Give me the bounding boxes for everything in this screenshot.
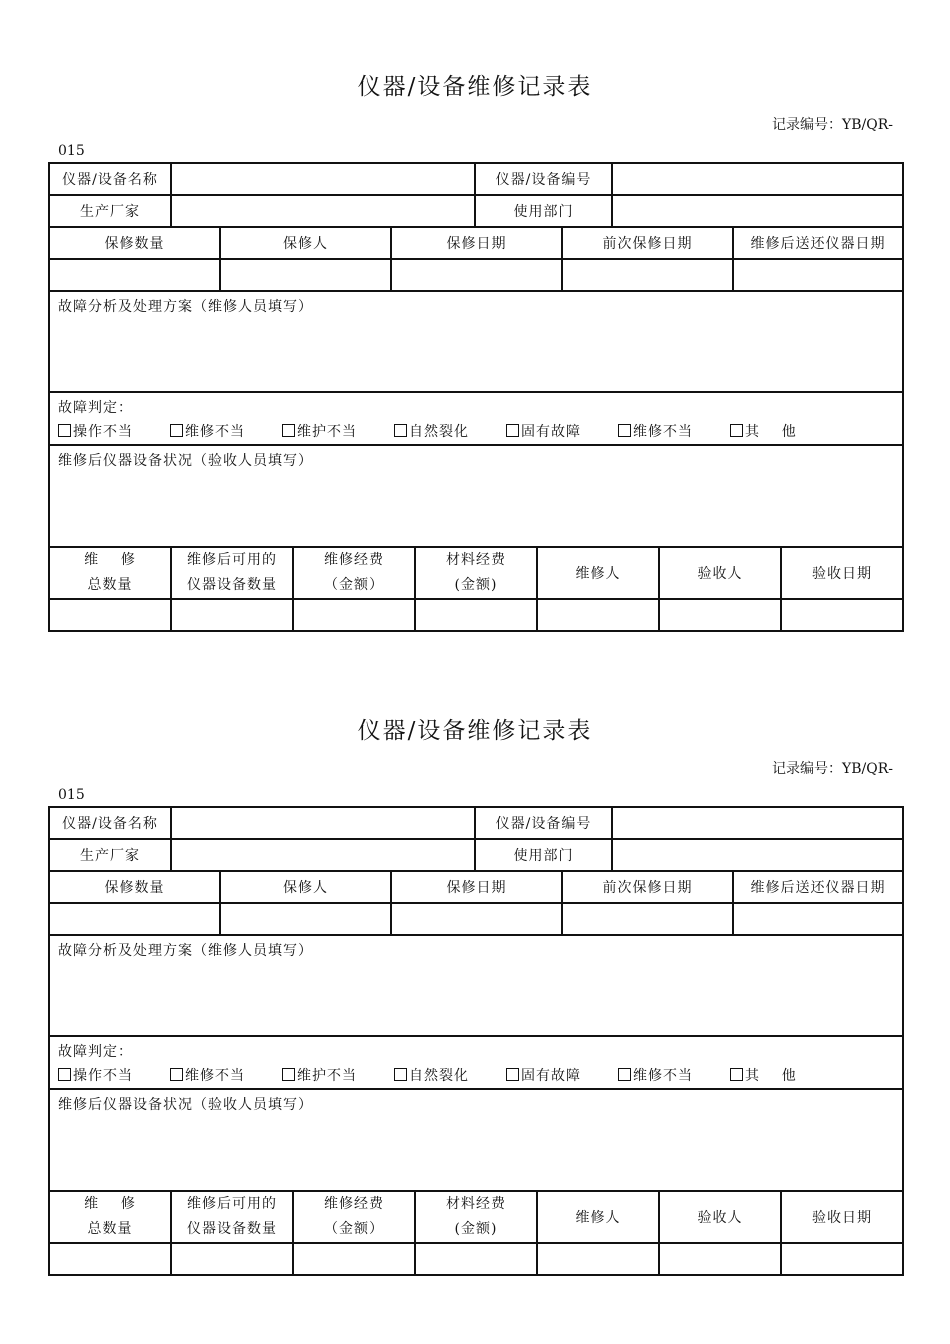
fault-option-checkbox[interactable] — [618, 1064, 730, 1088]
warranty-person-field[interactable] — [220, 259, 391, 291]
acceptance-date-header: 验收日期 — [781, 1191, 903, 1243]
previous-warranty-date-header: 前次保修日期 — [562, 871, 733, 903]
material-cost-line2: (金额) — [454, 577, 498, 593]
material-cost-field[interactable] — [415, 599, 537, 631]
warranty-date-header: 保修日期 — [391, 871, 562, 903]
total-repair-qty-line2: 总数量 — [87, 1221, 133, 1237]
fault-judgement-options — [58, 1064, 894, 1088]
total-repair-qty-field[interactable] — [49, 599, 171, 631]
equipment-code-label: 仪器/设备编号 — [475, 163, 612, 195]
warranty-table — [48, 870, 904, 936]
fault-option-checkbox[interactable] — [282, 1064, 394, 1088]
warranty-qty-field[interactable] — [49, 903, 220, 935]
fault-option-checkbox[interactable] — [282, 420, 394, 444]
equipment-name-label: 仪器/设备名称 — [49, 807, 171, 839]
acceptor-field[interactable] — [659, 599, 781, 631]
previous-warranty-date-header: 前次保修日期 — [562, 227, 733, 259]
total-repair-qty-line2: 总数量 — [87, 577, 133, 593]
user-department-field[interactable] — [612, 195, 903, 227]
equipment-name-field[interactable] — [171, 163, 475, 195]
warranty-person-header: 保修人 — [220, 871, 391, 903]
previous-warranty-date-field[interactable] — [562, 259, 733, 291]
acceptor-field[interactable] — [659, 1243, 781, 1275]
usable-qty-header — [171, 1191, 293, 1243]
total-repair-qty-header — [49, 547, 171, 599]
repairer-field[interactable] — [537, 1243, 659, 1275]
fault-option-checkbox[interactable] — [394, 1064, 506, 1088]
repairer-header: 维修人 — [537, 1191, 659, 1243]
previous-warranty-date-field[interactable] — [562, 903, 733, 935]
warranty-date-field[interactable] — [391, 259, 562, 291]
acceptor-header: 验收人 — [659, 547, 781, 599]
equipment-info-table — [48, 162, 904, 228]
user-department-field[interactable] — [612, 839, 903, 871]
material-cost-header — [415, 1191, 537, 1243]
warranty-qty-header: 保修数量 — [49, 871, 220, 903]
repair-cost-line1: 维修经费 — [324, 552, 384, 568]
fault-option-label: 维护不当 — [297, 1068, 357, 1084]
checkbox-icon[interactable] — [170, 424, 183, 437]
user-department-label: 使用部门 — [475, 839, 612, 871]
acceptance-date-field[interactable] — [781, 1243, 903, 1275]
checkbox-icon[interactable] — [58, 1068, 71, 1081]
fault-option-label: 维修不当 — [185, 424, 245, 440]
fault-option-checkbox[interactable] — [730, 420, 842, 444]
repair-cost-line2: （金额） — [324, 1221, 384, 1237]
warranty-date-header: 保修日期 — [391, 227, 562, 259]
fault-option-label: 操作不当 — [73, 424, 133, 440]
checkbox-icon[interactable] — [730, 1068, 743, 1081]
fault-sections-table — [48, 934, 904, 1192]
fault-judgement-label: 故障判定： — [58, 400, 133, 416]
usable-qty-line1: 维修后可用的 — [187, 552, 277, 568]
fault-sections-table — [48, 290, 904, 548]
repair-cost-field[interactable] — [293, 1243, 415, 1275]
checkbox-icon[interactable] — [618, 1068, 631, 1081]
after-repair-status-area[interactable] — [49, 1089, 903, 1191]
fault-option-checkbox[interactable] — [618, 420, 730, 444]
usable-qty-header — [171, 547, 293, 599]
material-cost-header — [415, 547, 537, 599]
fault-option-checkbox[interactable] — [58, 420, 170, 444]
repairer-field[interactable] — [537, 599, 659, 631]
acceptor-header: 验收人 — [659, 1191, 781, 1243]
warranty-qty-field[interactable] — [49, 259, 220, 291]
checkbox-icon[interactable] — [730, 424, 743, 437]
after-repair-status-area[interactable] — [49, 445, 903, 547]
equipment-name-label: 仪器/设备名称 — [49, 163, 171, 195]
record-number-suffix: 015 — [58, 143, 85, 159]
return-date-header: 维修后送还仪器日期 — [733, 227, 903, 259]
fault-option-label: 维修不当 — [185, 1068, 245, 1084]
return-date-field[interactable] — [733, 259, 903, 291]
fault-analysis-area[interactable] — [49, 935, 903, 1036]
warranty-table — [48, 226, 904, 292]
repair-cost-line1: 维修经费 — [324, 1196, 384, 1212]
fault-option-label: 其 他 — [745, 1068, 797, 1084]
manufacturer-label: 生产厂家 — [49, 839, 171, 871]
equipment-code-label: 仪器/设备编号 — [475, 807, 612, 839]
after-repair-status-label: 维修后仪器设备状况（验收人员填写） — [58, 453, 313, 469]
checkbox-icon[interactable] — [394, 424, 407, 437]
fault-judgement-area — [49, 1036, 903, 1089]
user-department-label: 使用部门 — [475, 195, 612, 227]
usable-qty-line2: 仪器设备数量 — [187, 577, 277, 593]
total-repair-qty-header — [49, 1191, 171, 1243]
return-date-header: 维修后送还仪器日期 — [733, 871, 903, 903]
acceptance-table — [48, 1190, 904, 1276]
fault-analysis-label: 故障分析及处理方案（维修人员填写） — [58, 943, 313, 959]
checkbox-icon[interactable] — [618, 424, 631, 437]
fault-option-label: 其 他 — [745, 424, 797, 440]
total-repair-qty-field[interactable] — [49, 1243, 171, 1275]
form-title: 仪器/设备维修记录表 — [357, 74, 593, 100]
fault-judgement-label: 故障判定： — [58, 1044, 133, 1060]
usable-qty-line2: 仪器设备数量 — [187, 1221, 277, 1237]
fault-option-label: 固有故障 — [521, 424, 581, 440]
record-number-label: 记录编号：YB/QR- — [772, 117, 893, 133]
fault-option-checkbox[interactable] — [506, 420, 618, 444]
fault-option-checkbox[interactable] — [506, 1064, 618, 1088]
form-title: 仪器/设备维修记录表 — [357, 718, 593, 744]
equipment-code-field[interactable] — [612, 163, 903, 195]
fault-option-checkbox[interactable] — [730, 1064, 842, 1088]
repair-cost-header — [293, 1191, 415, 1243]
total-repair-qty-line1: 维 修 — [84, 552, 136, 568]
fault-option-label: 自然裂化 — [409, 424, 469, 440]
warranty-date-field[interactable] — [391, 903, 562, 935]
warranty-person-field[interactable] — [220, 903, 391, 935]
checkbox-icon[interactable] — [394, 1068, 407, 1081]
checkbox-icon[interactable] — [58, 424, 71, 437]
material-cost-line1: 材料经费 — [446, 552, 506, 568]
repair-cost-line2: （金额） — [324, 577, 384, 593]
material-cost-line1: 材料经费 — [446, 1196, 506, 1212]
manufacturer-field[interactable] — [171, 839, 475, 871]
repair-cost-header — [293, 547, 415, 599]
fault-option-label: 维修不当 — [633, 1068, 693, 1084]
usable-qty-field[interactable] — [171, 599, 293, 631]
repairer-header: 维修人 — [537, 547, 659, 599]
usable-qty-field[interactable] — [171, 1243, 293, 1275]
fault-option-checkbox[interactable] — [394, 420, 506, 444]
checkbox-icon[interactable] — [506, 1068, 519, 1081]
record-number-label: 记录编号：YB/QR- — [772, 761, 893, 777]
material-cost-line2: (金额) — [454, 1221, 498, 1237]
fault-option-checkbox[interactable] — [170, 420, 282, 444]
checkbox-icon[interactable] — [170, 1068, 183, 1081]
fault-option-checkbox[interactable] — [58, 1064, 170, 1088]
equipment-code-field[interactable] — [612, 807, 903, 839]
fault-option-checkbox[interactable] — [170, 1064, 282, 1088]
fault-option-label: 维护不当 — [297, 424, 357, 440]
checkbox-icon[interactable] — [282, 1068, 295, 1081]
acceptance-date-header: 验收日期 — [781, 547, 903, 599]
usable-qty-line1: 维修后可用的 — [187, 1196, 277, 1212]
after-repair-status-label: 维修后仪器设备状况（验收人员填写） — [58, 1097, 313, 1113]
acceptance-date-field[interactable] — [781, 599, 903, 631]
return-date-field[interactable] — [733, 903, 903, 935]
acceptance-table — [48, 546, 904, 632]
checkbox-icon[interactable] — [506, 424, 519, 437]
total-repair-qty-line1: 维 修 — [84, 1196, 136, 1212]
record-number-suffix: 015 — [58, 787, 85, 803]
manufacturer-label: 生产厂家 — [49, 195, 171, 227]
fault-analysis-area[interactable] — [49, 291, 903, 392]
equipment-info-table — [48, 806, 904, 872]
fault-analysis-label: 故障分析及处理方案（维修人员填写） — [58, 299, 313, 315]
material-cost-field[interactable] — [415, 1243, 537, 1275]
manufacturer-field[interactable] — [171, 195, 475, 227]
checkbox-icon[interactable] — [282, 424, 295, 437]
fault-judgement-options — [58, 420, 894, 444]
warranty-qty-header: 保修数量 — [49, 227, 220, 259]
repair-cost-field[interactable] — [293, 599, 415, 631]
fault-option-label: 操作不当 — [73, 1068, 133, 1084]
fault-option-label: 维修不当 — [633, 424, 693, 440]
fault-option-label: 自然裂化 — [409, 1068, 469, 1084]
equipment-name-field[interactable] — [171, 807, 475, 839]
fault-option-label: 固有故障 — [521, 1068, 581, 1084]
warranty-person-header: 保修人 — [220, 227, 391, 259]
fault-judgement-area — [49, 392, 903, 445]
